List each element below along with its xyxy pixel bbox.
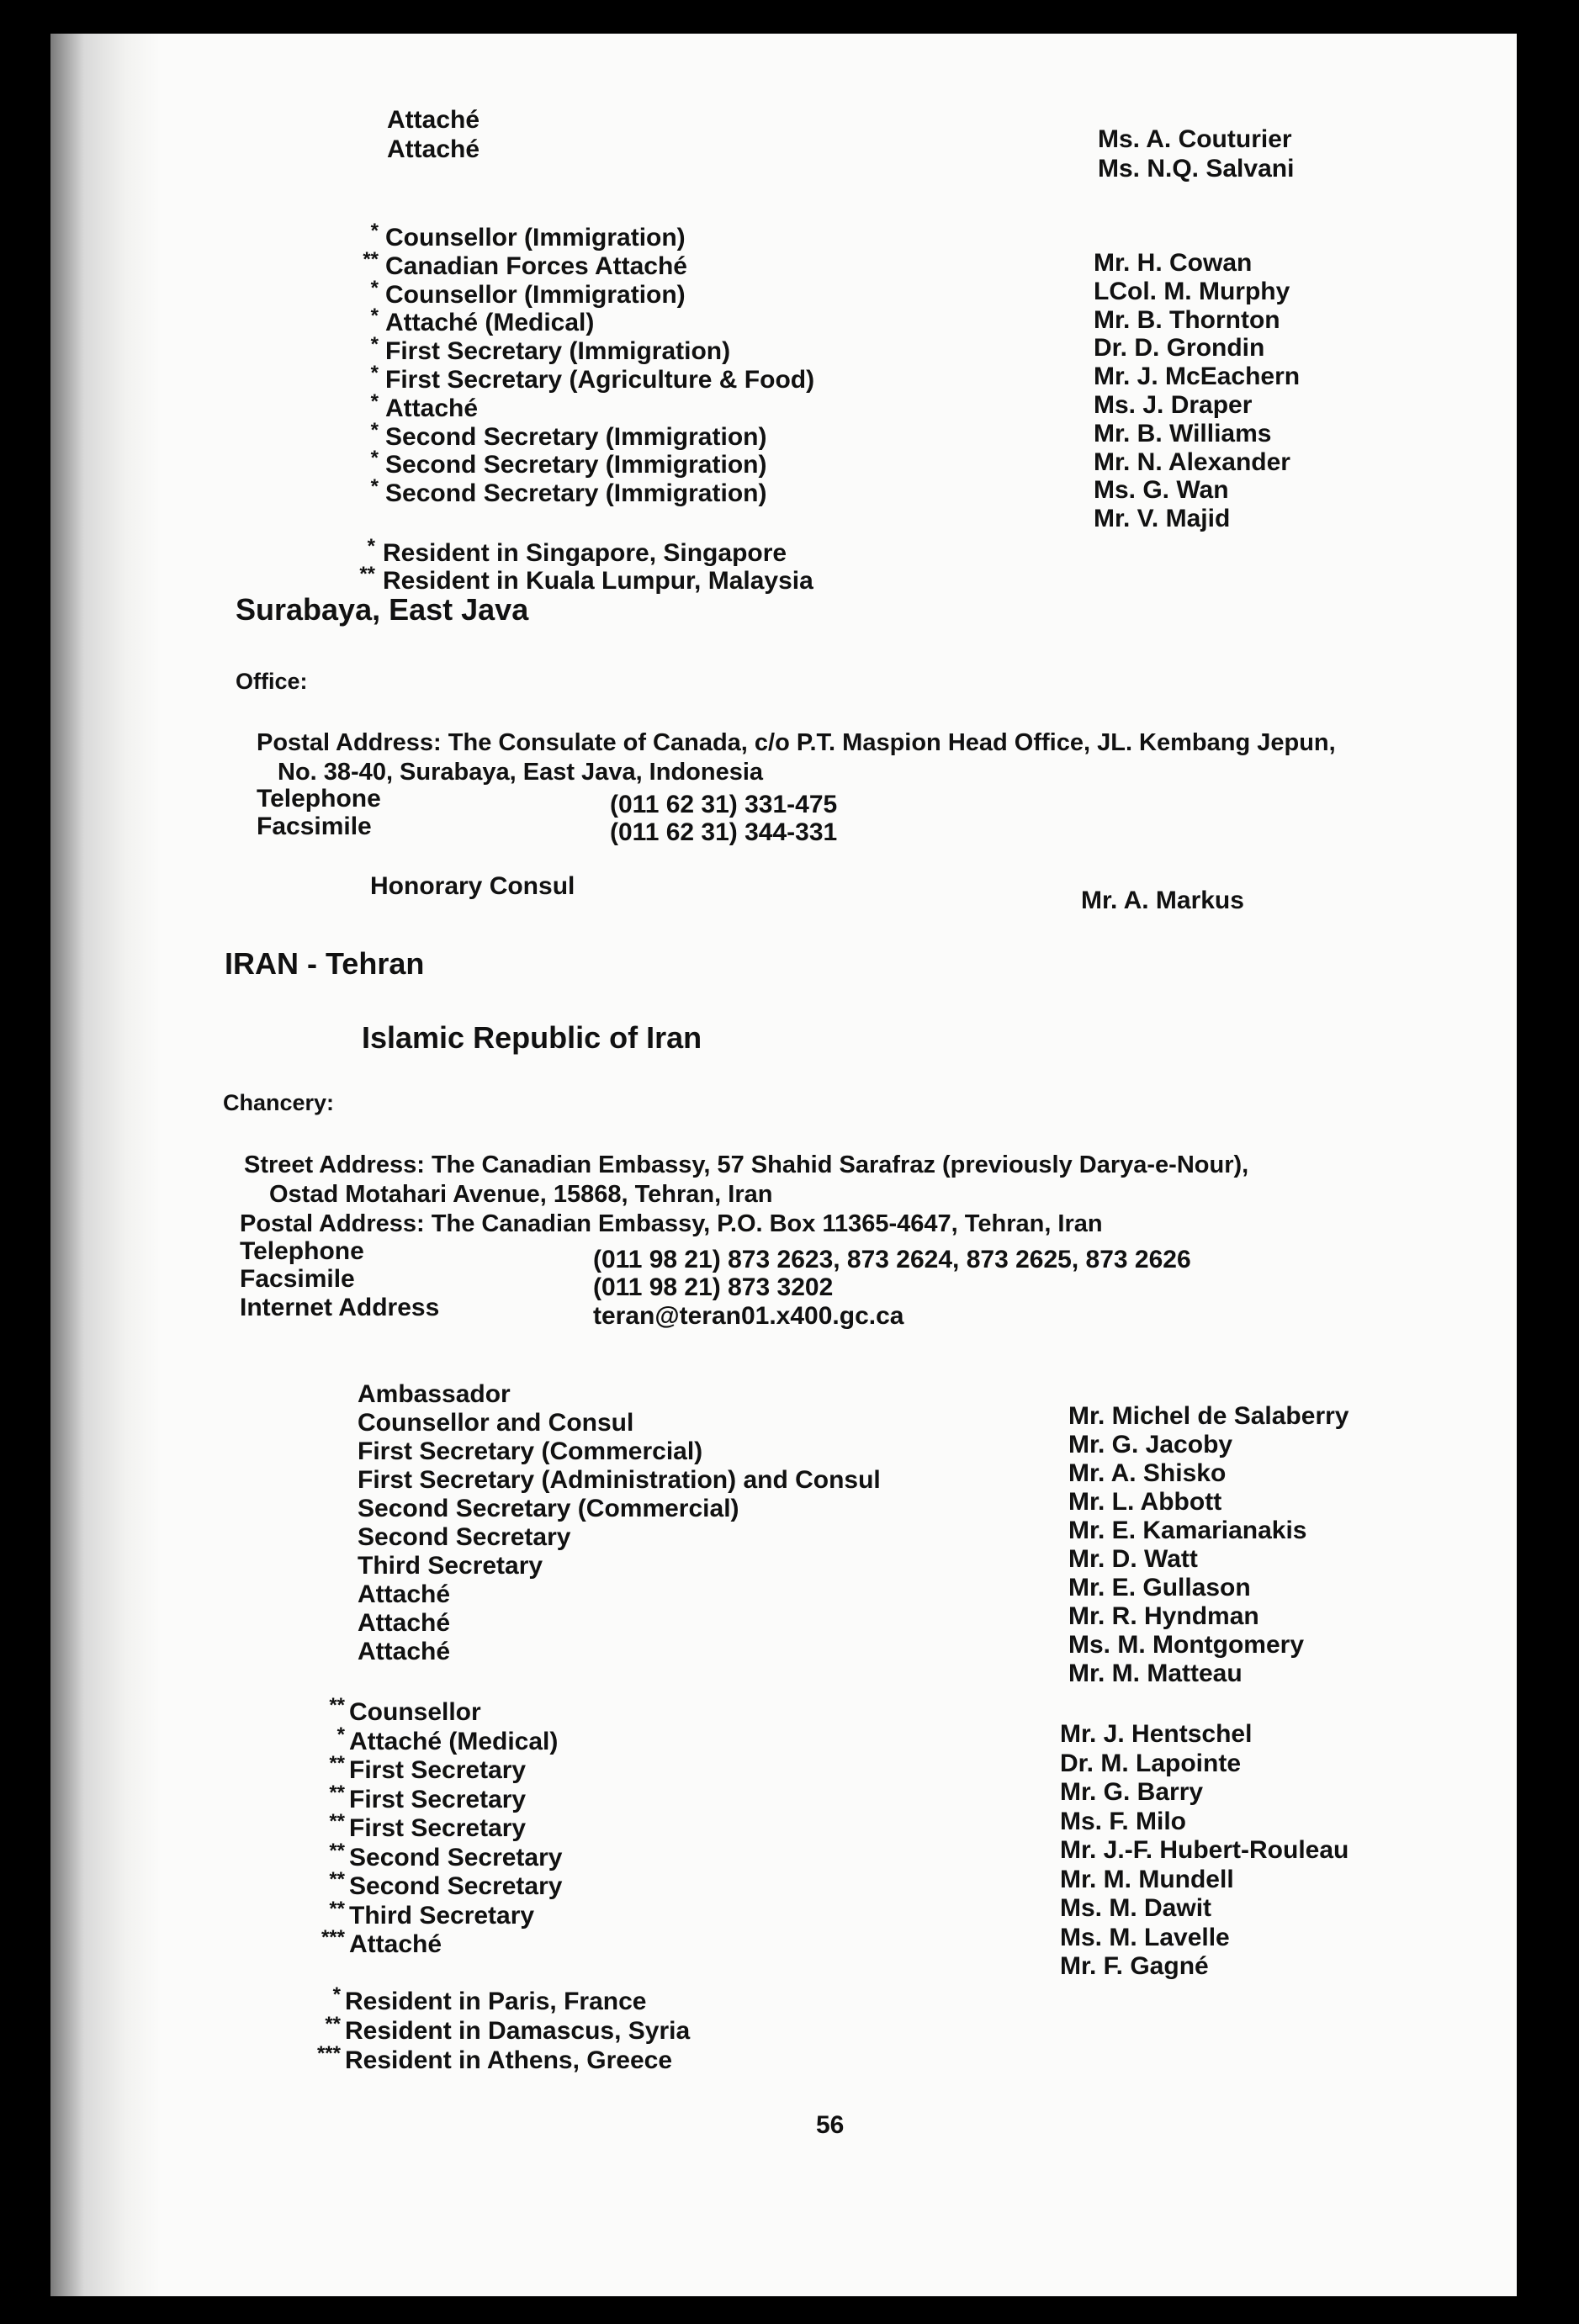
staff-name: LCol. M. Murphy: [1094, 278, 1290, 305]
street-address-line2: Ostad Motahari Avenue, 15868, Tehran, Iran: [269, 1181, 773, 1208]
staff-name: Mr. M. Mundell: [1060, 1866, 1234, 1893]
staff-title: Counsellor: [349, 1698, 481, 1726]
internet-address-value: teran@teran01.x400.gc.ca: [593, 1302, 904, 1330]
footnote-marker: **: [359, 563, 375, 585]
staff-title: Canadian Forces Attaché: [385, 252, 687, 280]
facsimile-value: (011 62 31) 344-331: [610, 818, 838, 846]
staff-name: Mr. D. Watt: [1068, 1545, 1198, 1573]
staff-title: Second Secretary (Immigration): [385, 423, 767, 451]
staff-name: Mr. Michel de Salaberry: [1068, 1402, 1349, 1430]
staff-title: Second Secretary (Commercial): [358, 1495, 739, 1522]
postal-address-line2: No. 38-40, Surabaya, East Java, Indonesia: [278, 759, 764, 786]
staff-title: Third Secretary: [349, 1902, 535, 1930]
staff-name: Mr. G. Jacoby: [1068, 1431, 1233, 1458]
telephone-value: (011 98 21) 873 2623, 873 2624, 873 2625, 873 2626: [593, 1246, 1191, 1273]
staff-title: Counsellor and Consul: [358, 1409, 634, 1437]
staff-name: Mr. V. Majid: [1094, 505, 1231, 532]
staff-name: Mr. J. McEachern: [1094, 363, 1301, 390]
staff-name: Mr. B. Williams: [1094, 420, 1272, 447]
footnote-marker: **: [325, 2013, 341, 2035]
facing-page-edge: [1517, 34, 1548, 2296]
staff-title: Second Secretary (Immigration): [385, 479, 767, 507]
street-address: Street Address: The Canadian Embassy, 57 Shahid Sarafraz (previously Darya-e-Nour),: [244, 1151, 1249, 1178]
staff-name: Ms. N.Q. Salvani: [1098, 155, 1295, 183]
staff-name: Mr. E. Kamarianakis: [1068, 1517, 1307, 1544]
staff-title: Attaché: [387, 106, 480, 134]
footnote-text: Resident in Athens, Greece: [345, 2046, 673, 2074]
footnote-marker: **: [329, 1810, 345, 1833]
office-label: Office:: [236, 669, 308, 694]
footnote-marker: *: [370, 419, 379, 442]
staff-name: Mr. J.-F. Hubert-Rouleau: [1060, 1836, 1349, 1864]
footnote-text: Resident in Damascus, Syria: [345, 2017, 691, 2045]
staff-name: Dr. D. Grondin: [1094, 334, 1265, 362]
staff-title: First Secretary (Commercial): [358, 1437, 703, 1465]
staff-title: First Secretary (Agriculture & Food): [385, 366, 815, 394]
staff-name: Mr. R. Hyndman: [1068, 1602, 1259, 1630]
footnote-marker: *: [370, 220, 379, 242]
footnote-marker: *: [370, 362, 379, 384]
staff-title: Counsellor (Immigration): [385, 281, 686, 309]
staff-title: Attaché: [358, 1638, 451, 1665]
footnote-marker: *: [370, 390, 379, 413]
staff-name: Ms. M. Montgomery: [1068, 1631, 1305, 1659]
staff-title: Attaché: [358, 1580, 451, 1608]
footnote-marker: *: [367, 535, 375, 558]
staff-title: Second Secretary: [358, 1523, 571, 1551]
staff-title: Attaché: [387, 135, 480, 163]
staff-name: Ms. M. Lavelle: [1060, 1924, 1230, 1951]
section-heading-iran: IRAN - Tehran: [225, 946, 425, 981]
chancery-label: Chancery:: [223, 1090, 335, 1115]
page-number: 56: [816, 2111, 845, 2139]
staff-name: Ms. F. Milo: [1060, 1808, 1186, 1835]
footnote-marker: *: [370, 333, 379, 356]
footnote-marker: *: [370, 277, 379, 299]
staff-name: Mr. N. Alexander: [1094, 448, 1290, 476]
staff-name: Mr. E. Gullason: [1068, 1574, 1251, 1601]
footnote-marker: **: [329, 1752, 345, 1775]
footnote-marker: **: [329, 1868, 345, 1891]
postal-address: Postal Address: The Consulate of Canada, c/o P.T. Maspion Head Office, JL. Kembang Jepun,: [257, 729, 1336, 756]
staff-title: Second Secretary: [349, 1844, 563, 1871]
staff-name: Mr. M. Matteau: [1068, 1660, 1243, 1687]
footnote-text: Resident in Singapore, Singapore: [383, 539, 787, 567]
staff-title: First Secretary (Administration) and Consul: [358, 1466, 881, 1494]
staff-name: Mr. H. Cowan: [1094, 249, 1253, 277]
staff-title: First Secretary: [349, 1786, 527, 1813]
book-spine-shadow: [50, 34, 160, 2296]
staff-name: Mr. B. Thornton: [1094, 306, 1280, 334]
staff-name: Ms. A. Couturier: [1098, 125, 1292, 153]
footnote-marker: *: [370, 304, 379, 327]
staff-title: First Secretary (Immigration): [385, 337, 731, 365]
staff-title: Attaché: [358, 1609, 451, 1637]
footnote-text: Resident in Kuala Lumpur, Malaysia: [383, 567, 813, 595]
document-page: [50, 34, 1548, 2296]
footnote-text: Resident in Paris, France: [345, 1988, 647, 2015]
section-subheading: Islamic Republic of Iran: [362, 1020, 702, 1055]
staff-name: Mr. J. Hentschel: [1060, 1720, 1253, 1748]
staff-title: Third Secretary: [358, 1552, 543, 1580]
footnote-marker: *: [336, 1723, 345, 1746]
staff-name: Ms. G. Wan: [1094, 476, 1229, 504]
staff-name: Mr. A. Markus: [1081, 887, 1244, 914]
staff-name: Mr. F. Gagné: [1060, 1952, 1209, 1980]
staff-name: Mr. L. Abbott: [1068, 1488, 1222, 1516]
footnote-marker: ***: [321, 1926, 345, 1949]
staff-name: Mr. G. Barry: [1060, 1778, 1204, 1806]
footnote-marker: **: [329, 1781, 345, 1804]
footnote-marker: **: [329, 1694, 345, 1717]
telephone-label: Telephone: [257, 785, 381, 813]
staff-title: Attaché: [385, 394, 479, 422]
footnote-marker: *: [370, 475, 379, 498]
postal-address: Postal Address: The Canadian Embassy, P.O. Box 11365-4647, Tehran, Iran: [240, 1210, 1103, 1237]
facsimile-label: Facsimile: [257, 813, 372, 840]
footnote-marker: *: [370, 447, 379, 469]
staff-title: Second Secretary: [349, 1872, 563, 1900]
staff-title: Second Secretary (Immigration): [385, 451, 767, 479]
staff-title: Ambassador: [358, 1380, 511, 1408]
staff-name: Ms. J. Draper: [1094, 391, 1253, 419]
staff-title: Honorary Consul: [370, 872, 575, 900]
facsimile-value: (011 98 21) 873 3202: [593, 1273, 834, 1301]
staff-name: Ms. M. Dawit: [1060, 1894, 1212, 1922]
staff-title: Counsellor (Immigration): [385, 224, 686, 251]
staff-title: Attaché (Medical): [349, 1728, 559, 1755]
footnote-marker: **: [329, 1840, 345, 1862]
staff-title: Attaché (Medical): [385, 309, 595, 336]
facsimile-label: Facsimile: [240, 1265, 355, 1293]
telephone-value: (011 62 31) 331-475: [610, 791, 838, 818]
staff-name: Mr. A. Shisko: [1068, 1459, 1227, 1487]
staff-name: Dr. M. Lapointe: [1060, 1750, 1242, 1777]
internet-address-label: Internet Address: [240, 1294, 440, 1321]
footnote-marker: **: [363, 248, 379, 271]
staff-title: First Secretary: [349, 1814, 527, 1842]
footnote-marker: *: [332, 1983, 341, 2006]
section-heading-surabaya: Surabaya, East Java: [236, 592, 529, 627]
telephone-label: Telephone: [240, 1237, 364, 1265]
footnote-marker: ***: [316, 2042, 341, 2065]
footnote-marker: **: [329, 1898, 345, 1920]
staff-title: Attaché: [349, 1930, 442, 1958]
staff-title: First Secretary: [349, 1756, 527, 1784]
